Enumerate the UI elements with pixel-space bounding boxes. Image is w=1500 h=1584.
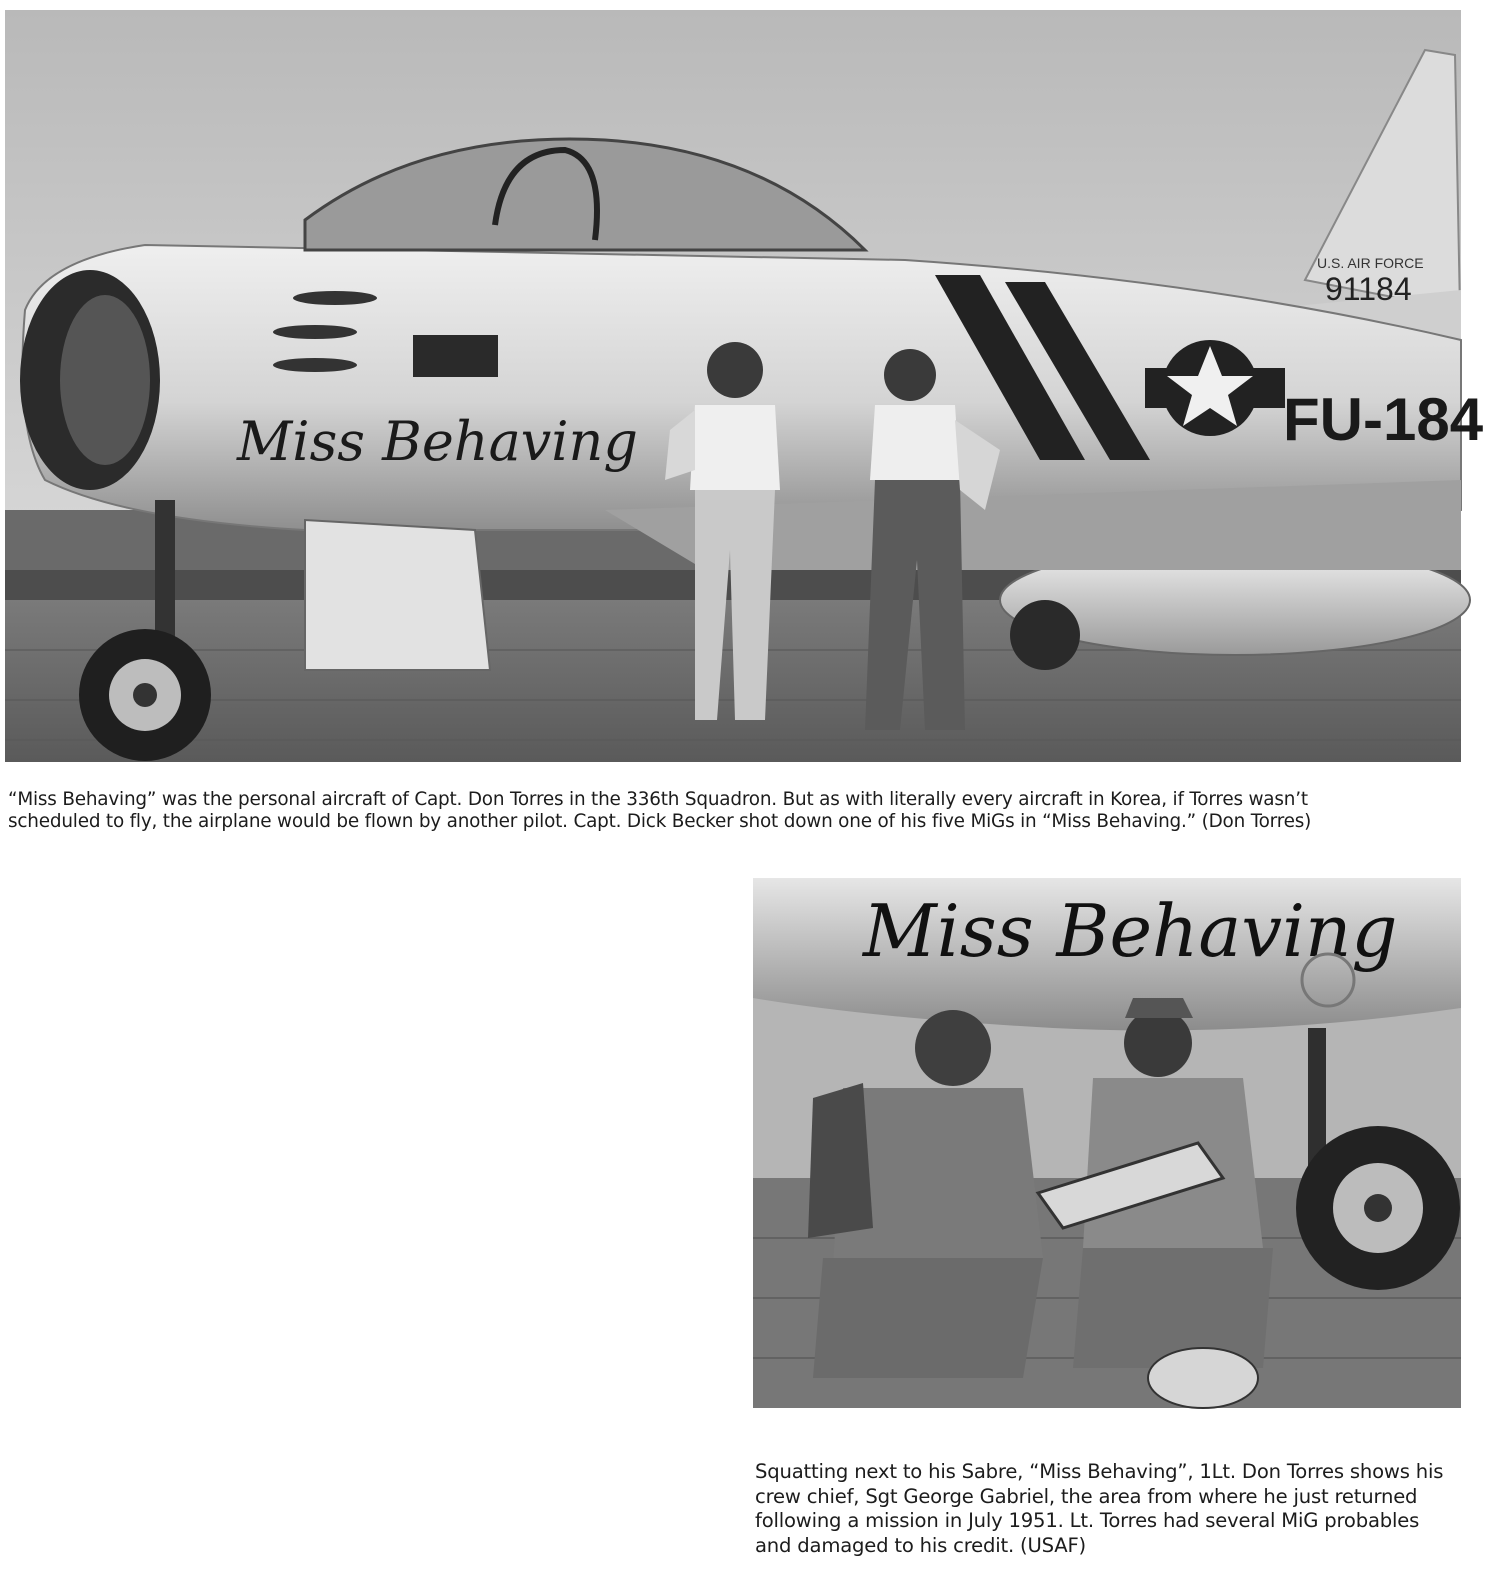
caption-top <box>8 789 1473 833</box>
tail-text: U.S. AIR FORCE <box>1317 255 1424 271</box>
tail-number: 91184 <box>1325 271 1412 307</box>
caption-bottom-line-2: crew chief, Sgt George Gabriel, the area from where he just returned <box>755 1484 1418 1508</box>
photo-sabre-illustration <box>5 10 1484 762</box>
caption-bottom-line-1: Squatting next to his Sabre, “Miss Behaving”, 1Lt. Don Torres shows his <box>755 1460 1444 1483</box>
caption-bottom-line-3: following a mission in July 1951. Lt. Torres had several MiG probables <box>755 1509 1420 1532</box>
photo-crew-illustration <box>753 878 1461 1408</box>
photo-sabre-miss-behaving <box>5 10 1484 762</box>
caption-top-line-1: “Miss Behaving” was the personal aircraft of Capt. Don Torres in the 336th Squadron. But as with literally every aircraft in Korea, if Torres wasn’t <box>8 789 1308 810</box>
caption-bottom <box>755 1460 1470 1558</box>
nose-art-miss-behaving-bottom: Miss Behaving <box>863 889 1398 973</box>
photo-torres-and-crew-chief <box>753 878 1461 1408</box>
caption-bottom-line-4: and damaged to his credit. (USAF) <box>755 1533 1086 1557</box>
nose-art-miss-behaving-top: Miss Behaving <box>237 410 638 473</box>
caption-top-line-2: scheduled to fly, the airplane would be flown by another pilot. Capt. Dick Becker shot down one of his five MiGs in “Miss Behaving.” (Don Torres) <box>8 811 1312 832</box>
buzz-number: FU-184 <box>1283 386 1484 453</box>
